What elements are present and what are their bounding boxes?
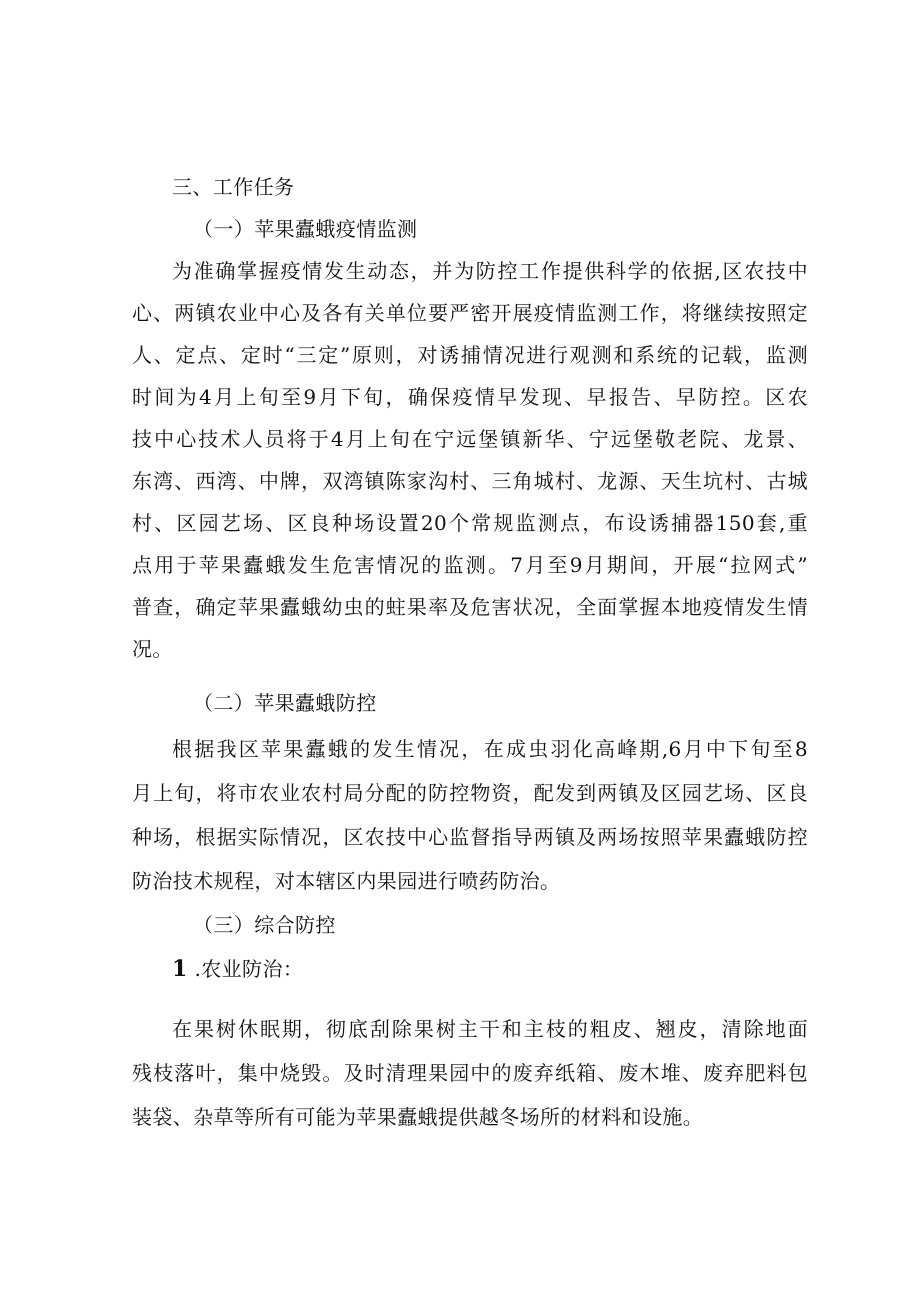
list-item-number: 1 — [172, 956, 188, 982]
paragraph-line: 残枝落叶，集中烧毁。及时清理果园中的废弃纸箱、废木堆、废弃肥料包 — [132, 1061, 808, 1085]
paragraph-line: 点用于苹果蠹蛾发生危害情况的监测。7月至9月期间，开展“拉网式” — [132, 553, 808, 577]
paragraph-line: 种场，根据实际情况，区农技中心监督指导两镇及两场按照苹果蠹蛾防控 — [132, 825, 808, 849]
paragraph-line: 根据我区苹果蠹蛾的发生情况，在成虫羽化高峰期,6月中下旬至8 — [172, 737, 808, 761]
paragraph-line: 为准确掌握疫情发生动态，并为防控工作提供科学的依据,区农技中 — [172, 259, 808, 283]
paragraph-line: 在果树休眠期，彻底刮除果树主干和主枝的粗皮、翘皮，清除地面 — [172, 1017, 808, 1041]
list-item-heading — [172, 954, 303, 984]
paragraph-line: 普查，确定苹果蠹蛾幼虫的蛀果率及危害状况，全面掌握本地疫情发生情 — [132, 595, 808, 619]
paragraph-line: 心、两镇农业中心及各有关单位要严密开展疫情监测工作，将继续按照定 — [132, 301, 808, 325]
paragraph-line: 东湾、西湾、中牌，双湾镇陈家沟村、三角城村、龙源、天生坑村、古城 — [132, 469, 808, 493]
section-heading: 三、工作任务 — [172, 175, 295, 199]
paragraph-line: 装袋、杂草等所有可能为苹果蠹蛾提供越冬场所的材料和设施。 — [132, 1105, 704, 1129]
paragraph-line: 时间为4月上旬至9月下旬，确保疫情早发现、早报告、早防控。区农 — [132, 385, 808, 409]
subsection-heading-1: （一）苹果蠹蛾疫情监测 — [193, 217, 418, 241]
subsection-heading-3: （三）综合防控 — [193, 913, 336, 937]
paragraph-line: 村、区园艺场、区良种场设置20个常规监测点，布设诱捕器150套,重 — [132, 511, 808, 535]
list-item-title: .农业防治： — [194, 957, 304, 981]
paragraph-line: 防治技术规程，对本辖区内果园进行喷药防治。 — [132, 869, 561, 893]
paragraph-line: 况。 — [132, 637, 173, 661]
subsection-heading-2: （二）苹果蠹蛾防控 — [193, 691, 377, 715]
paragraph-line: 技中心技术人员将于4月上旬在宁远堡镇新华、宁远堡敬老院、龙景、 — [132, 427, 808, 451]
paragraph-line: 月上旬，将市农业农村局分配的防控物资，配发到两镇及区园艺场、区良 — [132, 781, 808, 805]
paragraph-line: 人、定点、定时“三定”原则，对诱捕情况进行观测和系统的记载，监测 — [132, 343, 808, 367]
